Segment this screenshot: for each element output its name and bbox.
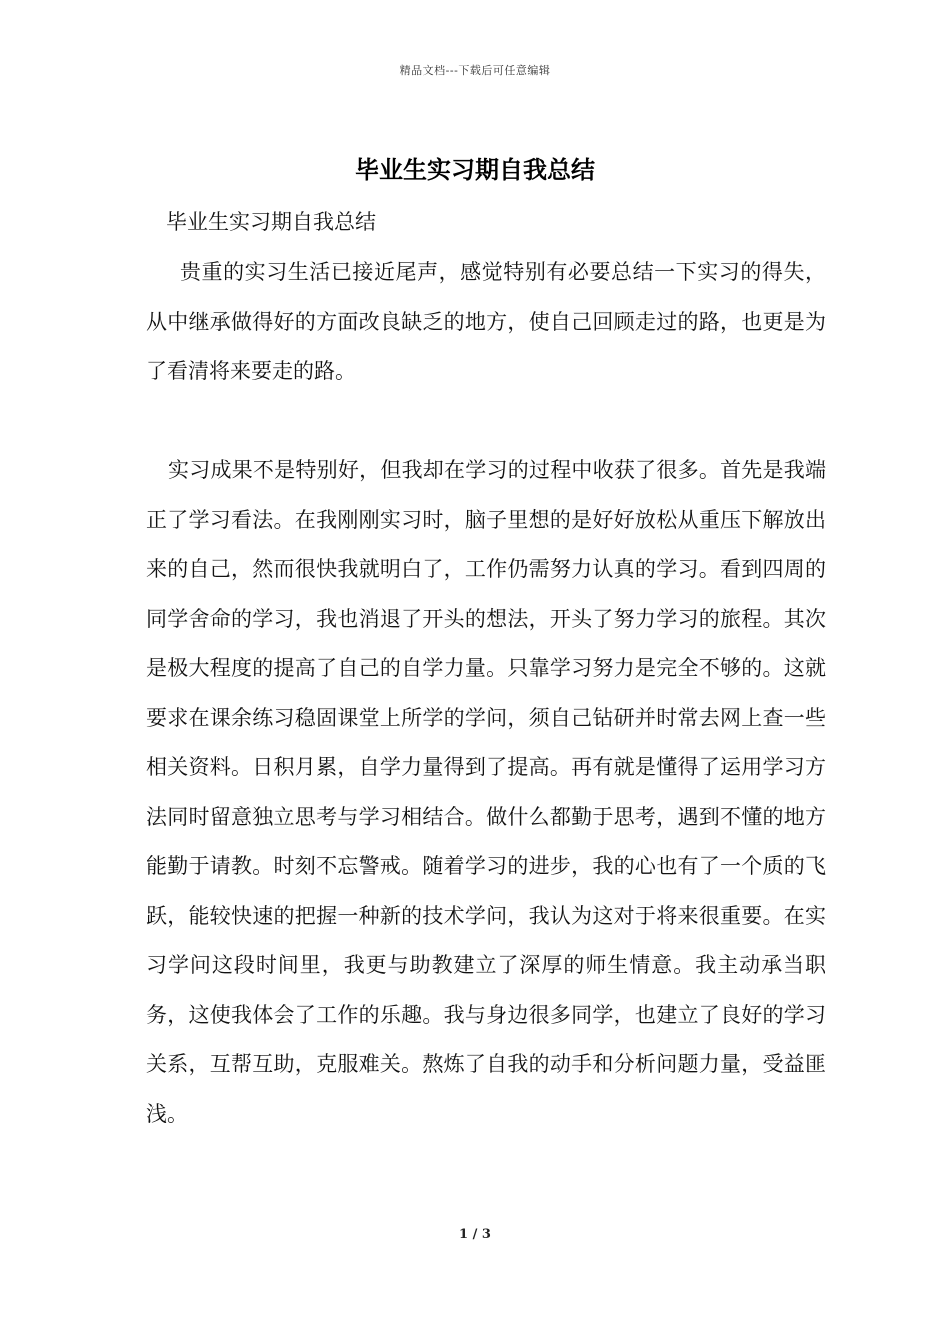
header-note: 精品文档---下载后可任意编辑 <box>399 64 551 77</box>
paragraph-2: 实习成果不是特别好，但我却在学习的过程中收获了很多。首先是我端正了学习看法。在我刚刚实习时，脑子里想的是好好放松从重压下解放出来的自己，然而很快我就明白了，工作仍需努力认真的学习。看到四周的同学舍命的学习，我也消退了开头的想法，开头了努力学习的旅程。其次是极大程度的提高了自己的自学力量。只靠学习努力是完全不够的。这就要求在课余练习稳固课堂上所学的学问，须自己钻研并时常去网上查一些相关资料。日积月累，自学力量得到了提高。再有就是懂得了运用学习方法同时留意独立思考与学习相结合。做什么都勤于思考，遇到不懂的地方能勤于请教。时刻不忘警戒。随着学习的进步，我的心也有了一个质的飞跃，能较快速的把握一种新的技术学问，我认为这对于将来很重要。在实习学问这段时间里，我更与助教建立了深厚的师生情意。我主动承当职务，这使我体会了工作的乐趣。我与身边很多同学，也建立了良好的学习关系，互帮互助，克服难关。熬炼了自我的动手和分析问题力量，受益匪浅。 <box>146 458 826 1126</box>
page-number: 1 / 3 <box>459 1227 491 1242</box>
paragraph-1: 贵重的实习生活已接近尾声，感觉特别有必要总结一下实习的得失，从中继承做得好的方面改良缺乏的地方，使自己回顾走过的路，也更是为了看清将来要走的路。 <box>146 260 826 383</box>
document-subtitle: 毕业生实习期自我总结 <box>166 210 376 234</box>
document-title: 毕业生实习期自我总结 <box>355 155 595 184</box>
